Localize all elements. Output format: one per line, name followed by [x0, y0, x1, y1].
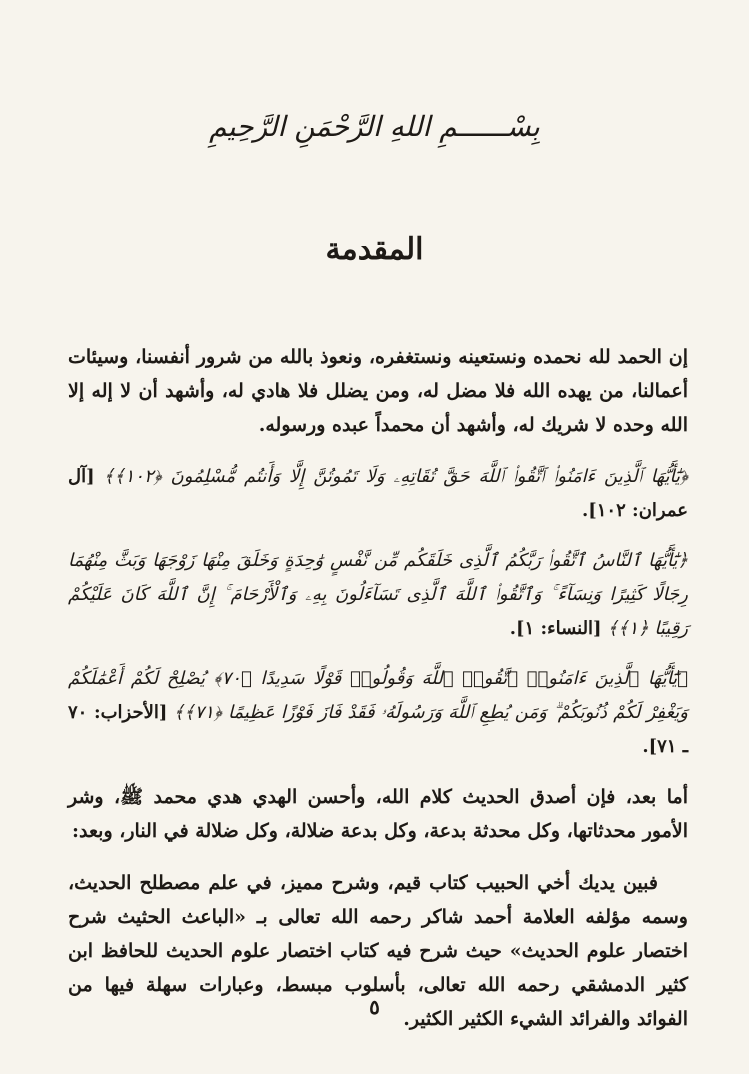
verse-text: ﴿يَٰٓأَيُّهَا ٱلَّذِينَ ءَامَنُوا۟ ٱتَّقُوا۟ ٱللَّهَ وَقُولُوا۟ قَوْلًا سَدِيدًا ﴿٧٠﴾ يُصْلِحْ لَكُمْ أَعْمَٰلَكُمْ وَيَغْفِرْ لَكُمْ ذُنُوبَكُمْ ۗ وَمَن يُطِعِ ٱللَّهَ وَرَسُولَهُۥ فَقَدْ فَازَ فَوْزًا عَظِيمًا ﴿٧١﴾﴾ [68, 668, 688, 723]
opening-paragraph: إن الحمد لله نحمده ونستعينه ونستغفره، ونعوذ بالله من شرور أنفسنا، وسيئات أعمالنا، من يهده الله فلا مضل له، ومن يضلل فلا هادي له، وأشهد أن لا إله إلا الله وحده لا شريك له، وأشهد أن محمداً عبده ورسوله. [68, 346, 688, 436]
verse-reference: [آل عمران: ١٠٢]. [68, 466, 688, 521]
main-text [68, 340, 688, 1054]
basmala: بِسْــــــمِ اللهِ الرَّحْمَنِ الرَّحِيمِ [209, 110, 540, 143]
quran-verse [68, 460, 688, 528]
page-title: المقدمة [325, 232, 424, 267]
page-number: ٥ [369, 995, 380, 1019]
quran-verse [68, 662, 688, 764]
verse-reference: [الأحزاب: ٧٠ ـ ٧١]. [68, 702, 688, 757]
quran-verse [68, 544, 688, 646]
verse-reference: [النساء: ١]. [509, 618, 602, 639]
amma-baad-paragraph: أما بعد، فإن أصدق الحديث كلام الله، وأحسن الهدي هدي محمد ﷺ، وشر الأمور محدثاتها، وكل محدثة بدعة، وكل بدعة ضلالة، وكل ضلالة في النار، وبعد: [68, 786, 688, 842]
verse-text: ﴿يَٰٓأَيُّهَا ٱلنَّاسُ ٱتَّقُوا۟ رَبَّكُمُ ٱلَّذِى خَلَقَكُم مِّن نَّفْسٍ وَٰحِدَةٍ وَخَلَقَ مِنْهَا زَوْجَهَا وَبَثَّ مِنْهُمَا رِجَالًا كَثِيرًا وَنِسَآءً ۚ وَٱتَّقُوا۟ ٱللَّهَ ٱلَّذِى تَسَآءَلُونَ بِهِۦ وَٱلْأَرْحَامَ ۚ إِنَّ ٱللَّهَ كَانَ عَلَيْكُمْ رَقِيبًا ﴿١﴾﴾ [68, 550, 688, 639]
verse-text: ﴿يَٰٓأَيُّهَا ٱلَّذِينَ ءَامَنُوا۟ ٱتَّقُوا۟ ٱللَّهَ حَقَّ تُقَاتِهِۦ وَلَا تَمُوتُنَّ إِلَّا وَأَنتُم مُّسْلِمُونَ ﴿١٠٢﴾﴾ [103, 466, 688, 487]
book-description-paragraph: فبين يديك أخي الحبيب كتاب قيم، وشرح مميز، في علم مصطلح الحديث، وسمه مؤلفه العلامة أحمد شاكر رحمه الله تعالى بـ «الباعث الحثيث شرح اختصار علوم الحديث» حيث شرح فيه كتاب اختصار علوم الحديث للحافظ ابن كثير الدمشقي رحمه الله تعالى، بأسلوب مبسط، وعبارات سهلة فيها من الفوائد والفرائد الشيء الكثير الكثير. [68, 872, 688, 1030]
